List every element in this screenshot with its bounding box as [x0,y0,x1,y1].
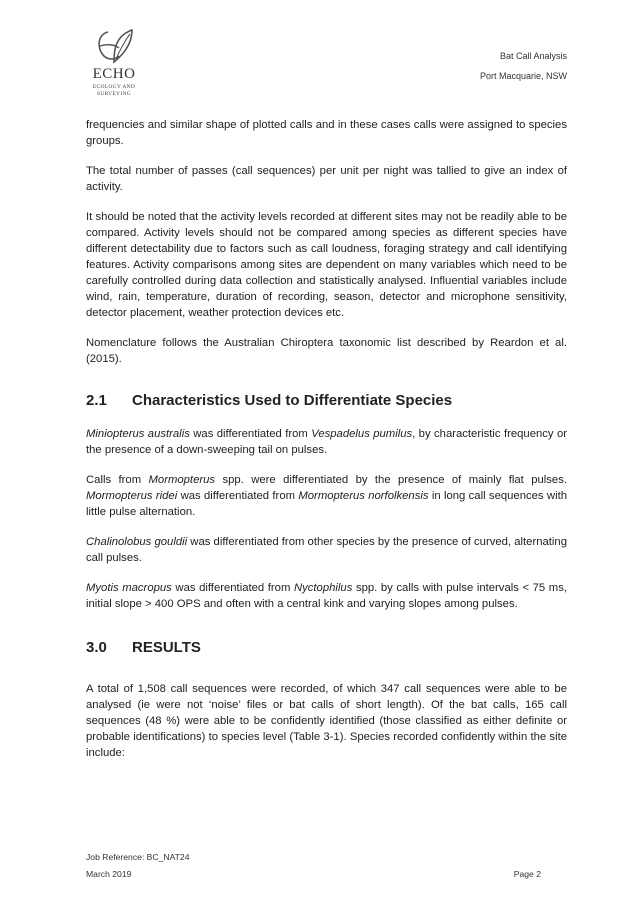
species-name: Chalinolobus gouldii [86,536,188,548]
page-body [86,117,567,775]
echo-leaf-logo-icon [92,26,136,66]
paragraph-text: was differentiated from other species by the presence of curved, alternating call pulses. [86,536,567,564]
footer-date: March 2019 [86,869,132,879]
species-name: Nyctophilus [293,582,353,594]
species-paragraph-miniopterus [86,426,567,458]
section-title: Characteristics Used to Differentiate Species [132,392,453,409]
paragraph-text: spp. were differentiated by the presence of mainly flat pulses. [215,474,567,486]
species-paragraph-myotis [86,580,567,612]
paragraph-text: was differentiated from [177,490,299,502]
footer-page-number: Page 2 [513,869,541,879]
species-paragraph-mormopterus [86,472,567,520]
species-name: Vespadelus pumilus [311,428,413,440]
section-number: 3.0 [86,639,107,656]
species-name: Mormopterus [148,474,216,486]
company-logo [84,26,144,100]
paragraph-text: was differentiated from [171,582,294,594]
section-number: 2.1 [86,392,107,409]
methods-paragraph-2: The total number of passes (call sequences) per unit per night was tallied to give an index of activity. [86,165,567,193]
species-name: Myotis macropus [86,582,172,594]
paragraph-text: Calls from [86,474,149,486]
logo-tagline-line2: SURVEYING [96,91,132,97]
results-paragraph-1: A total of 1,508 call sequences were recorded, of which 347 call sequences were able to be analysed (ie were not ‘noise’ files or bat calls of short length). Of the bat calls, 165 call sequences (48 %) were able to be confidently identified (those classified as either definite or probable identifications) to species level (Table 3-1). Species recorded confidently within the site include: [86,683,567,759]
paragraph-text: in long call sequences with little pulse alternation. [86,490,567,518]
paragraph-text: , by characteristic frequency or the presence of a down-sweeping tail on pulses. [86,428,567,456]
paragraph-text: spp. by calls with pulse intervals < 75 ms, initial slope > 400 OPS and often with a central kink and varying slopes among pulses. [86,582,567,610]
species-name: Miniopterus australis [86,428,190,440]
paragraph-text: was differentiated from [189,428,312,440]
logo-wordmark: ECHO [92,66,136,82]
species-name: Mormopterus norfolkensis [298,490,429,502]
footer-job-reference: Job Reference: BC_NAT24 [86,852,190,862]
methods-paragraph-3: It should be noted that the activity levels recorded at different sites may not be readily able to be compared. Activity levels should not be compared among species as different species have different detectability due to factors such as call loudness, foraging strategy and call identifying features. Activity comparisons among sites are dependent on many variables which need to be carefully controlled during data collection and statistically analysed. Influential variables include wind, rain, temperature, duration of recording, season, detector and microphone sensitivity, detector placement, weather protection devices etc. [86,211,567,319]
header-location: Port Macquarie, NSW [479,71,567,81]
header-doc-title: Bat Call Analysis [499,51,567,61]
species-name: Mormopterus ridei [86,490,178,502]
section-title: RESULTS [132,639,201,656]
logo-tagline-line1: ECOLOGY AND [92,84,136,90]
methods-paragraph-1: frequencies and similar shape of plotted calls and in these cases calls were assigned to species groups. [86,119,567,147]
methods-paragraph-4: Nomenclature follows the Australian Chiroptera taxonomic list described by Reardon et al. (2015). [86,337,567,365]
section-heading-2-1 [86,392,567,409]
species-paragraph-chalinolobus [86,534,567,566]
section-heading-3-0 [86,639,567,656]
